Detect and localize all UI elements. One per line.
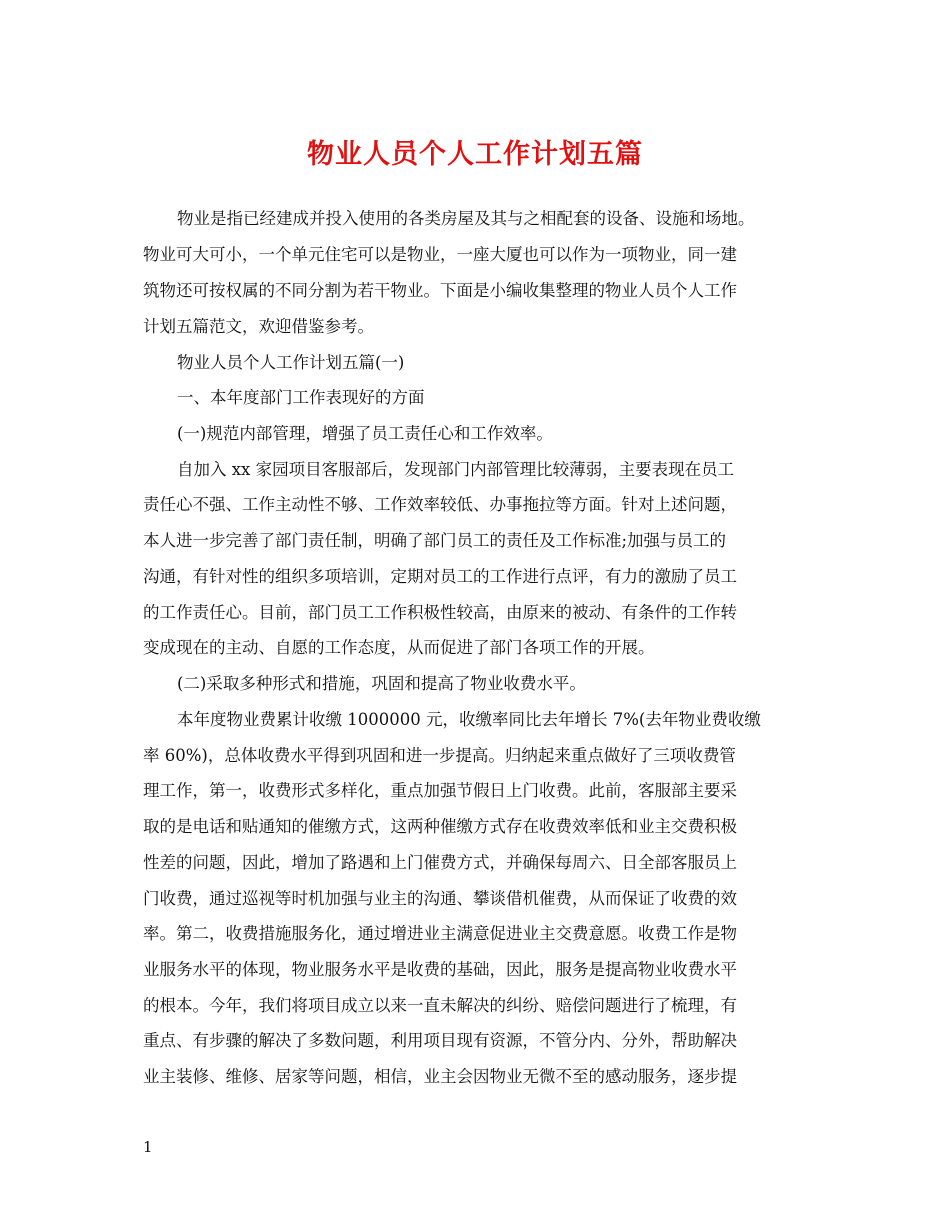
paragraph-line: 率 60%)，总体收费水平得到巩固和进一步提高。归纳起来重点做好了三项收费管 — [143, 746, 736, 765]
paragraph-line: 变成现在的主动、自愿的工作态度，从而促进了部门各项工作的开展。 — [143, 638, 655, 657]
paragraph-line: 业主装修、维修、居家等问题，相信，业主会因物业无微不至的感动服务，逐步提 — [143, 1067, 737, 1086]
page-number: 1 — [143, 1138, 153, 1156]
section-heading: 一、本年度部门工作表现好的方面 — [177, 388, 425, 407]
paragraph-line: 沟通，有针对性的组织多项培训，定期对员工的工作进行点评，有力的激励了员工 — [143, 567, 737, 586]
paragraph-line: 本人进一步完善了部门责任制，明确了部门员工的责任及工作标准;加强与员工的 — [143, 531, 727, 550]
paragraph-line: 物业是指已经建成并投入使用的各类房屋及其与之相配套的设备、设施和场地。 — [177, 209, 755, 228]
paragraph-line: 的工作责任心。目前，部门员工工作积极性较高，由原来的被动、有条件的工作转 — [143, 603, 737, 622]
paragraph-line: 重点、有步骤的解决了多数问题，利用项目现有资源，不管分内、分外，帮助解决 — [143, 1031, 737, 1050]
subsection-heading: (一)规范内部管理，增强了员工责任心和工作效率。 — [177, 424, 553, 443]
paragraph-line: 理工作，第一，收费形式多样化，重点加强节假日上门收费。此前，客服部主要采 — [143, 781, 737, 800]
paragraph-line: 筑物还可按权属的不同分割为若干物业。下面是小编收集整理的物业人员个人工作 — [143, 281, 737, 300]
paragraph-line: 自加入 xx 家园项目客服部后，发现部门内部管理比较薄弱，主要表现在员工 — [177, 460, 735, 479]
paragraph-line: 性差的问题，因此，增加了路遇和上门催费方式，并确保每周六、日全部客服员上 — [143, 853, 737, 872]
document-title: 物业人员个人工作计划五篇 — [307, 139, 643, 170]
paragraph-line: 本年度物业费累计收缴 1000000 元，收缴率同比去年增长 7%(去年物业费收缴 — [177, 710, 761, 729]
paragraph-line: 门收费，通过巡视等时机加强与业主的沟通、攀谈借机催费，从而保证了收费的效 — [143, 889, 737, 908]
paragraph-line: 率。第二，收费措施服务化，通过增进业主满意促进业主交费意愿。收费工作是物 — [143, 924, 737, 943]
subsection-heading: (二)采取多种形式和措施，巩固和提高了物业收费水平。 — [177, 674, 586, 693]
section-heading: 物业人员个人工作计划五篇(一) — [177, 353, 405, 372]
paragraph-line: 取的是电话和贴通知的催缴方式，这两种催缴方式存在收费效率低和业主交费积极 — [143, 817, 737, 836]
paragraph-line: 计划五篇范文，欢迎借鉴参考。 — [143, 317, 374, 336]
paragraph-line: 责任心不强、工作主动性不够、工作效率较低、办事拖拉等方面。针对上述问题， — [143, 495, 737, 514]
paragraph-line: 物业可大可小，一个单元住宅可以是物业，一座大厦也可以作为一项物业，同一建 — [143, 245, 737, 264]
paragraph-line: 的根本。今年，我们将项目成立以来一直未解决的纠纷、赔偿问题进行了梳理，有 — [143, 996, 737, 1015]
paragraph-line: 业服务水平的体现，物业服务水平是收费的基础，因此，服务是提高物业收费水平 — [143, 960, 737, 979]
